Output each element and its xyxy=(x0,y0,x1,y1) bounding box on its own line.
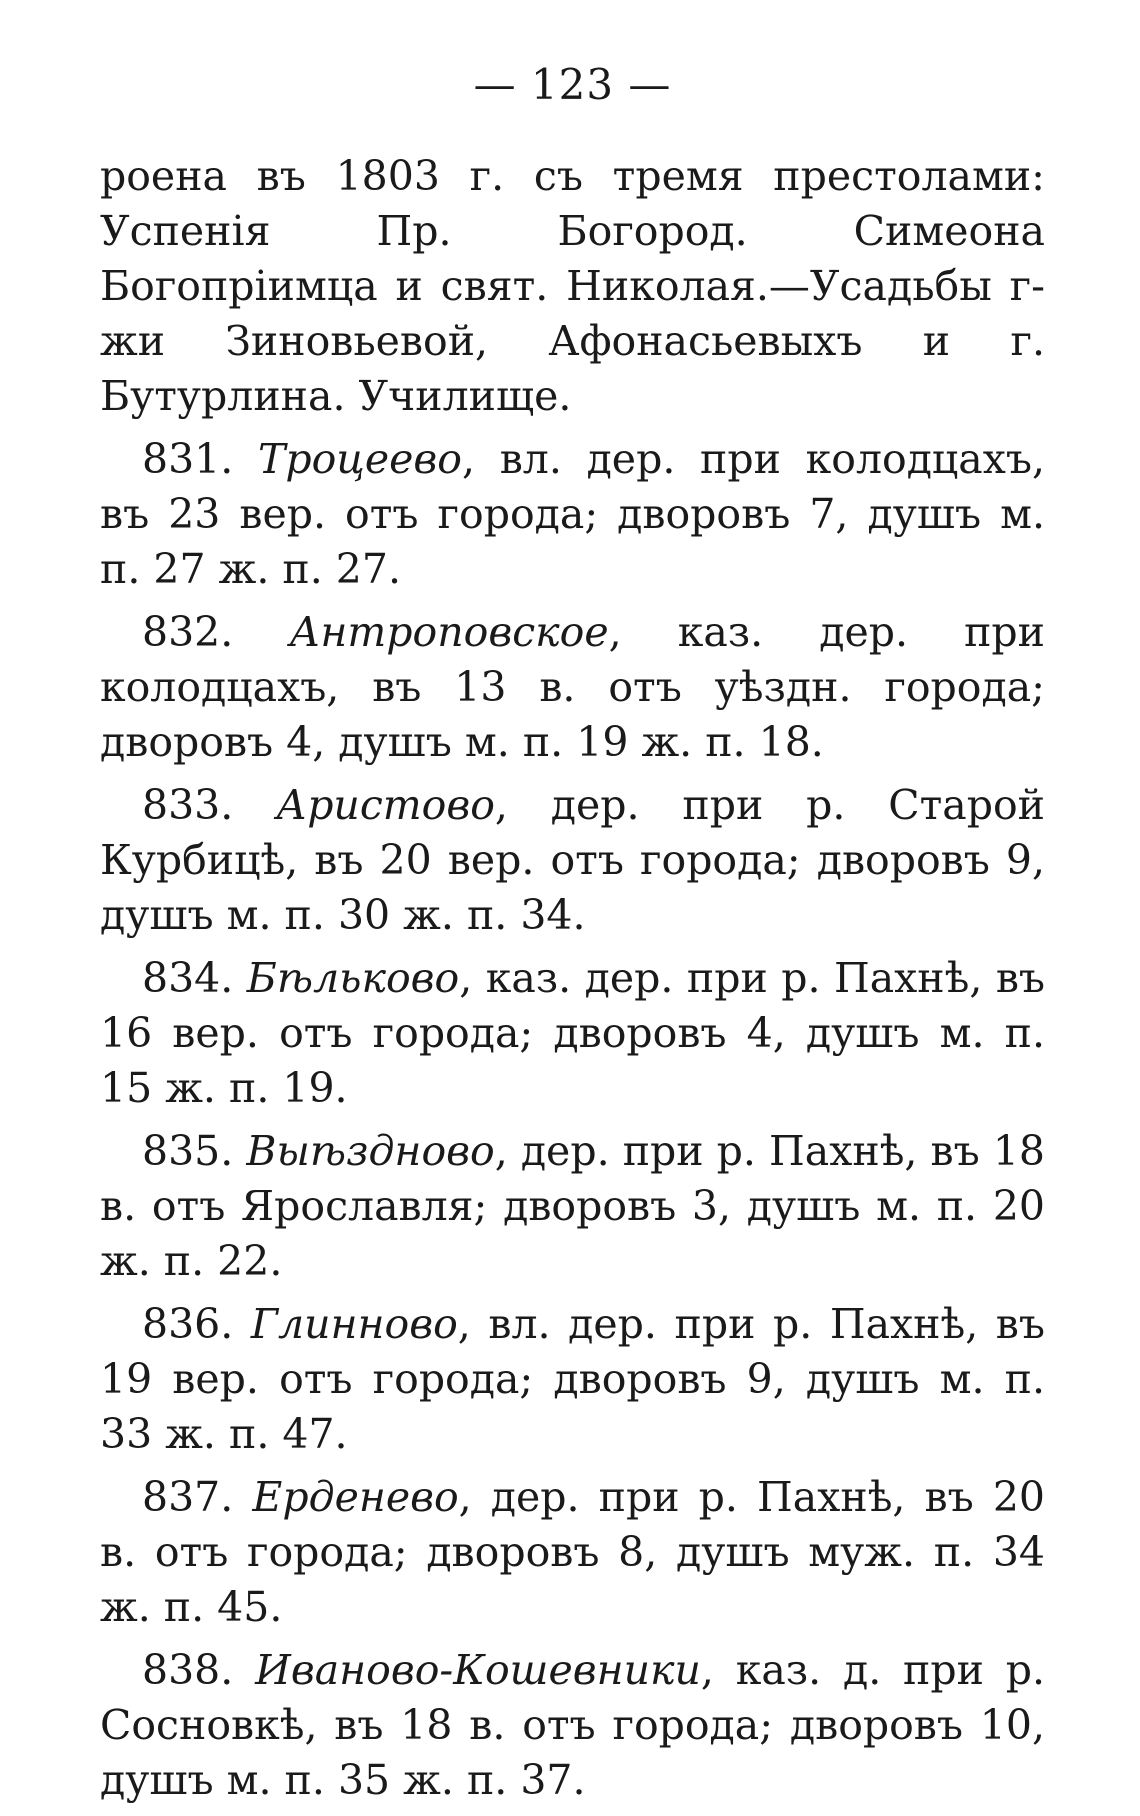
entry-text: , вл. дер. при колодцахъ, въ 23 вер. отъ города; дворовъ 7, душъ м. п. 27 ж. п. 27. xyxy=(100,435,1045,593)
entry-name: Выѣздново xyxy=(246,1127,495,1175)
entry-number: 836. xyxy=(142,1300,234,1348)
entry-number: 832. xyxy=(142,608,234,656)
entry-text: , вл. дер. при р. Пахнѣ, въ 19 вер. отъ города; дворовъ 9, душъ м. п. 33 ж. п. 47. xyxy=(100,1300,1045,1458)
entry-text: , каз. дер. при колодцахъ, въ 13 в. отъ уѣздн. города; дворовъ 4, душъ м. п. 19 ж. п. 18. xyxy=(100,608,1045,766)
entry-number: 835. xyxy=(142,1127,234,1175)
entry-831 xyxy=(100,432,1045,597)
entry-832 xyxy=(100,605,1045,770)
entry-name: Ерденево xyxy=(252,1473,459,1521)
book-page xyxy=(100,55,1045,1816)
entry-number: 831. xyxy=(142,435,234,483)
entry-name: Бѣльково xyxy=(246,954,460,1002)
entry-name: Иваново-Кошевники xyxy=(255,1646,701,1694)
entry-833 xyxy=(100,778,1045,943)
entry-number: 837. xyxy=(142,1473,234,1521)
page-number: — 123 — xyxy=(473,60,672,109)
entry-838 xyxy=(100,1643,1045,1808)
entry-text: , дер. при р. Пахнѣ, въ 18 в. отъ Ярославля; дворовъ 3, душъ м. п. 20 ж. п. 22. xyxy=(100,1127,1045,1285)
entry-number: 838. xyxy=(142,1646,234,1694)
entry-name: Троцеево xyxy=(258,435,462,483)
entry-number: 833. xyxy=(142,781,234,829)
entry-number: 834. xyxy=(142,954,234,1002)
entry-name: Аристово xyxy=(276,781,495,829)
entry-text: , дер. при р. Старой Курбицѣ, въ 20 вер. отъ города; дворовъ 9, душъ м. п. 30 ж. п. 34. xyxy=(100,781,1045,939)
entry-835 xyxy=(100,1124,1045,1289)
entry-837 xyxy=(100,1470,1045,1635)
entry-text: , каз. д. при р. Сосновкѣ, въ 18 в. отъ города; дворовъ 10, душъ м. п. 35 ж. п. 37. xyxy=(100,1646,1045,1804)
entry-name: Глинново xyxy=(250,1300,458,1348)
entry-834 xyxy=(100,951,1045,1116)
entry-name: Антроповское xyxy=(289,608,609,656)
entry-text: , дер. при р. Пахнѣ, въ 20 в. отъ города; дворовъ 8, душъ муж. п. 34 ж. п. 45. xyxy=(100,1473,1045,1631)
entry-text: , каз. дер. при р. Пахнѣ, въ 16 вер. отъ города; дворовъ 4, душъ м. п. 15 ж. п. 19. xyxy=(100,954,1045,1112)
intro-paragraph: роена въ 1803 г. съ тремя престолами: Успенія Пр. Богород. Симеона Богопріимца и свят. Николая.—Усадьбы г-жи Зиновьевой, Афонасьевыхъ и г. Бутурлина. Училище. xyxy=(100,152,1045,420)
entry-836 xyxy=(100,1297,1045,1462)
